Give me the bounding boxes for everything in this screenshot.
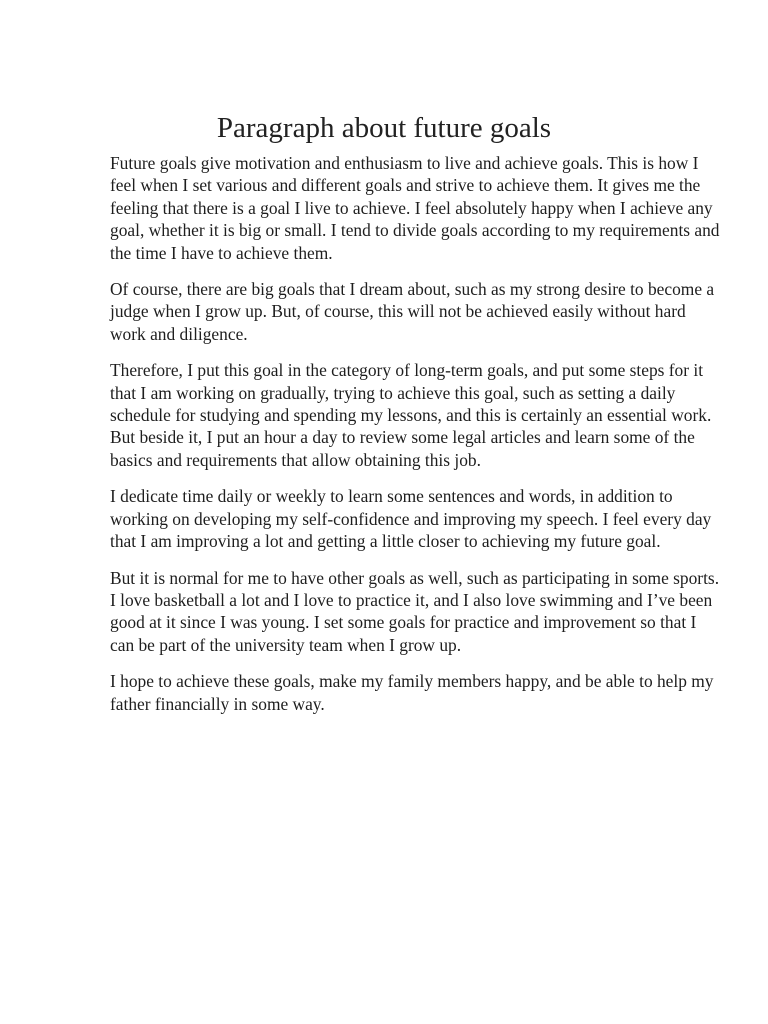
page-title: Paragraph about future goals	[216, 112, 552, 144]
document-body	[110, 152, 722, 729]
paragraph-5: But it is normal for me to have other goals as well, such as participating in some sports. I love basketball a lot and I love to practice it, and I also love swimming and I’ve been good at it since I was young. I set some goals for practice and improvement so that I can be part of the university team when I grow up.	[110, 567, 720, 655]
paragraph-4: I dedicate time daily or weekly to learn some sentences and words, in addition to working on developing my self-confidence and improving my speech. I feel every day that I am improving a lot and getting a little closer to achieving my future goal.	[110, 486, 712, 552]
paragraph-2: Of course, there are big goals that I dream about, such as my strong desire to become a judge when I grow up. But, of course, this will not be achieved easily without hard work and diligence.	[110, 279, 715, 344]
paragraph-6: I hope to achieve these goals, make my family members happy, and be able to help my father financially in some way.	[110, 671, 714, 714]
paragraph-3: Therefore, I put this goal in the category of long-term goals, and put some steps for it that I am working on gradually, trying to achieve this goal, such as setting a daily schedule for studying and spending my lessons, and this is certainly an essential work. But beside it, I put an hour a day to review some legal articles and learn some of the basics and requirements that allow obtaining this job.	[110, 360, 712, 470]
paragraph-1: Future goals give motivation and enthusiasm to live and achieve goals. This is how I feel when I set various and different goals and strive to achieve them. It gives me the feeling that there is a goal I live to achieve. I feel absolutely happy when I achieve any goal, whether it is big or small. I tend to divide goals according to my requirements and the time I have to achieve them.	[110, 153, 720, 263]
